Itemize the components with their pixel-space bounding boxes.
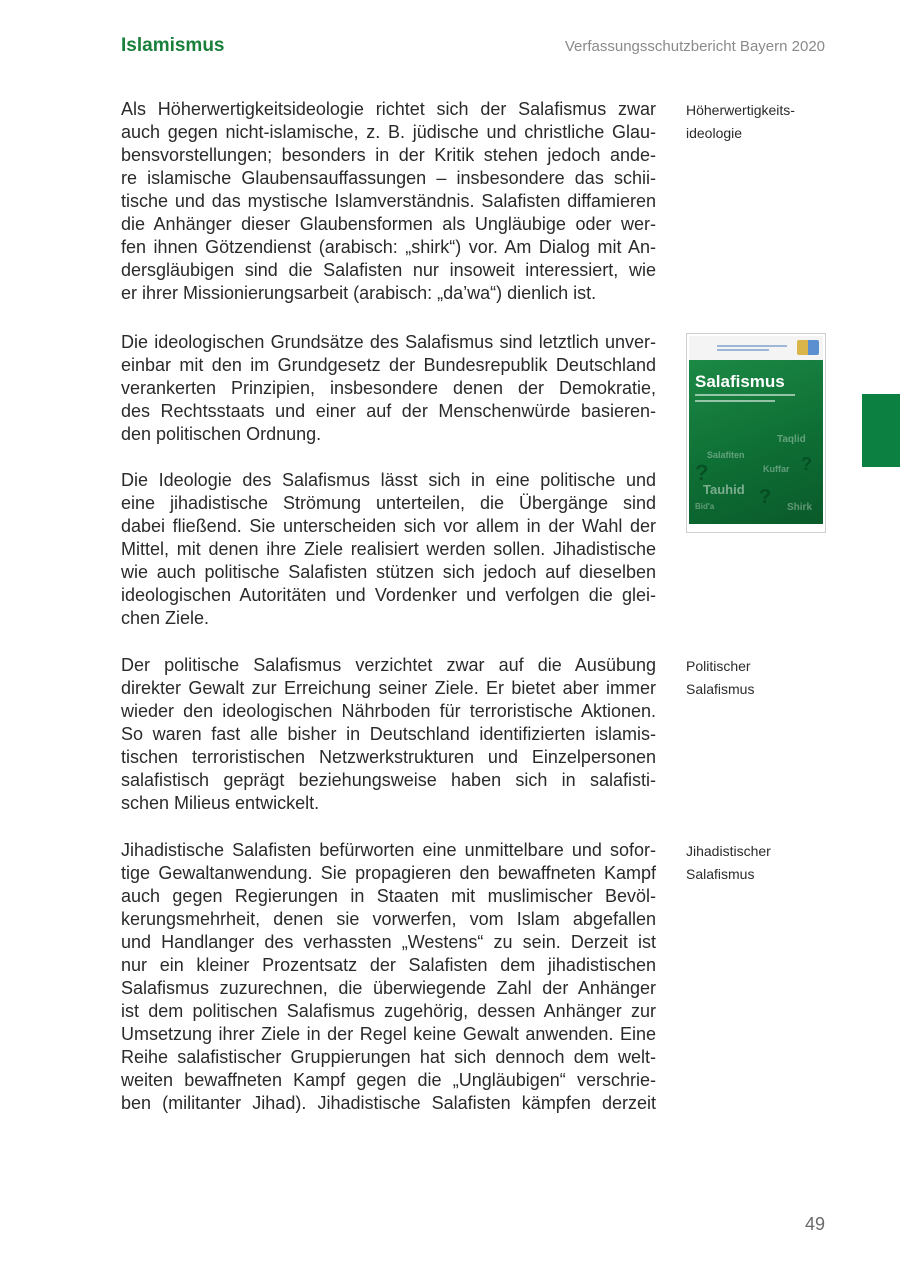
text-line: nur ein kleiner Prozentsatz der Salafisten dem jihadistischen: [121, 955, 656, 975]
text-line: ist dem politischen Salafismus zugehörig, dessen Anhänger zur: [121, 1001, 656, 1021]
text-line: auch gegen nicht-islamische, z. B. jüdische und christliche Glau-: [121, 122, 656, 142]
margin-note-line: Höherwertigkeits-: [686, 102, 795, 118]
margin-note-political-salafism: [686, 655, 826, 701]
cover-word: Tauhid: [703, 482, 745, 497]
cover-word: Salafiten: [707, 450, 745, 460]
cover-word: Shirk: [787, 502, 813, 513]
paragraph-5: [121, 839, 656, 1115]
text-line: schen Milieus entwickelt.: [121, 793, 320, 813]
text-line: tige Gewaltanwendung. Sie propagieren den bewaffneten Kampf: [121, 863, 656, 883]
text-line: Reihe salafistischer Gruppierungen hat sich dennoch dem welt-: [121, 1047, 656, 1067]
cover-title: Salafismus: [695, 372, 785, 391]
text-line: er ihrer Missionierungsarbeit (arabisch: „da’wa“) dienlich ist.: [121, 283, 597, 303]
text-line: chen Ziele.: [121, 608, 210, 628]
chapter-tab-marker: [862, 394, 900, 467]
text-line: dabei fließend. Sie unterscheiden sich vor allem in der Wahl der: [121, 516, 656, 536]
text-line: eine jihadistische Strömung unterteilen, die Übergänge sind: [121, 493, 656, 513]
margin-note-line: Salafismus: [686, 866, 755, 882]
text-line: bensvorstellungen; besonders in der Kritik stehen jedoch ande-: [121, 145, 656, 165]
paragraph-4: [121, 654, 656, 815]
text-line: Die ideologischen Grundsätze des Salafismus sind letztlich unver-: [121, 332, 656, 352]
text-line: des Rechtsstaats und einer auf der Menschenwürde basieren-: [121, 401, 656, 421]
text-line: weiten bewaffneten Kampf gegen die „Ungläubigen“ verschrie-: [121, 1070, 656, 1090]
section-title: Islamismus: [121, 35, 225, 56]
text-line: re islamische Glaubensauffassungen – insbesondere das schii-: [121, 168, 656, 188]
paragraph-3: [121, 469, 656, 630]
margin-note-line: Salafismus: [686, 681, 755, 697]
report-title: Verfassungsschutzbericht Bayern 2020: [564, 38, 825, 55]
text-line: dersgläubigen sind die Salafisten nur insoweit interessiert, wie: [121, 260, 656, 280]
text-line: tischen terroristischen Netzwerkstrukturen und Einzelpersonen: [121, 747, 656, 767]
paragraph-1: [121, 98, 656, 305]
paragraph-2: [121, 331, 656, 446]
cover-header: [689, 336, 823, 360]
cover-word: Taqlid: [777, 434, 806, 445]
text-line: wieder den ideologischen Nährboden für terroristische Aktionen.: [121, 701, 656, 721]
text-line: salafistisch geprägt beziehungsweise haben sich in salafisti-: [121, 770, 656, 790]
text-line: Jihadistische Salafisten befürworten eine unmittelbare und sofor-: [121, 840, 656, 860]
text-line: und Handlanger des verhassten „Westens“ zu sein. Derzeit ist: [121, 932, 656, 952]
cover-subtitle-line: [695, 394, 795, 396]
text-line: die Anhänger dieser Glaubensformen als Ungläubige oder wer-: [121, 214, 656, 234]
cover-header-text: [717, 349, 769, 351]
text-line: wie auch politische Salafisten stützen sich jedoch auf dieselben: [121, 562, 656, 582]
brochure-cover-image: [686, 333, 826, 533]
margin-note-line: Jihadistischer: [686, 843, 771, 859]
text-line: Umsetzung ihrer Ziele in der Regel keine Gewalt anwenden. Eine: [121, 1024, 656, 1044]
question-mark-icon: ?: [759, 486, 772, 508]
text-line: auch gegen Regierungen in Staaten mit muslimischer Bevöl-: [121, 886, 656, 906]
margin-note-superiority-ideology: [686, 99, 826, 145]
text-line: tische und das mystische Islamverständnis. Salafisten diffamieren: [121, 191, 656, 211]
text-line: Als Höherwertigkeitsideologie richtet sich der Salafismus zwar: [121, 99, 656, 119]
margin-note-jihadist-salafism: [686, 840, 826, 886]
text-line: einbar mit den im Grundgesetz der Bundesrepublik Deutschland: [121, 355, 656, 375]
text-line: ben (militanter Jihad). Jihadistische Salafisten kämpfen derzeit: [121, 1093, 656, 1113]
question-mark-icon: ?: [695, 460, 709, 485]
cover-subtitle-line: [695, 400, 775, 402]
margin-note-line: ideologie: [686, 125, 743, 141]
bavarian-crest-icon: [797, 340, 819, 355]
cover-background: [689, 336, 823, 524]
cover-header-text: [717, 345, 787, 347]
cover-word: Bid'a: [695, 502, 715, 511]
margin-note-line: Politischer: [686, 658, 751, 674]
cover-word: Kuffar: [763, 464, 790, 474]
text-line: Die Ideologie des Salafismus lässt sich in eine politische und: [121, 470, 656, 490]
text-line: den politischen Ordnung.: [121, 424, 322, 444]
text-line: ideologischen Autoritäten und Vordenker und verfolgen die glei-: [121, 585, 656, 605]
text-line: fen ihnen Götzendienst (arabisch: „shirk“) vor. Am Dialog mit An-: [121, 237, 656, 257]
text-line: Der politische Salafismus verzichtet zwar auf die Ausübung: [121, 655, 656, 675]
text-line: Salafismus zuzurechnen, die überwiegende Zahl der Anhänger: [121, 978, 656, 998]
text-line: kerungsmehrheit, denen sie vorwerfen, vom Islam abgefallen: [121, 909, 656, 929]
question-mark-icon: ?: [801, 454, 812, 474]
page-number: 49: [804, 1214, 825, 1234]
text-line: direkter Gewalt zur Erreichung seiner Ziele. Er bietet aber immer: [121, 678, 656, 698]
text-line: verankerten Prinzipien, insbesondere denen der Demokratie,: [121, 378, 656, 398]
text-line: Mittel, mit denen ihre Ziele realisiert werden sollen. Jihadistische: [121, 539, 656, 559]
text-line: So waren fast alle bisher in Deutschland identifizierten islamis-: [121, 724, 656, 744]
